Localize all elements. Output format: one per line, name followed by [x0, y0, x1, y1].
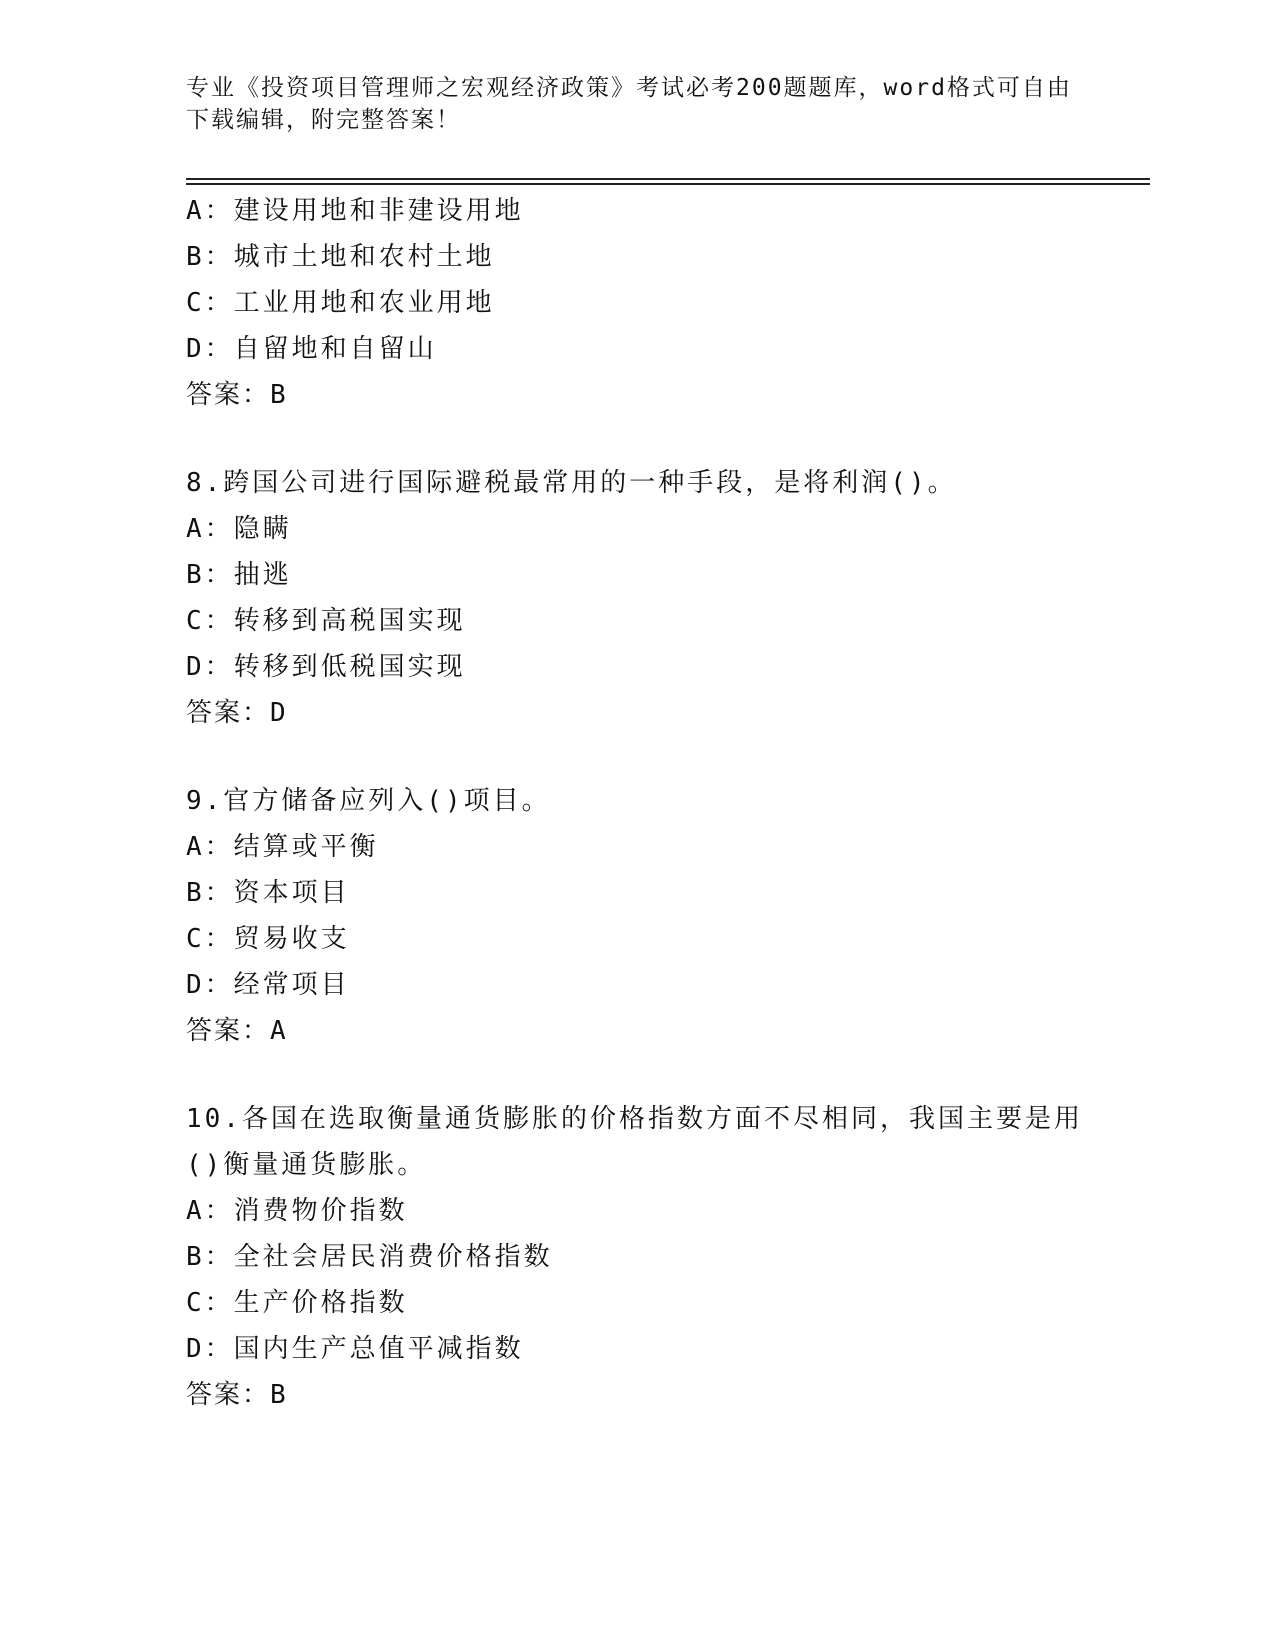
question-text-line-1: 10.各国在选取衡量通货膨胀的价格指数方面不尽相同，我国主要是用	[186, 1104, 1083, 1134]
answer: 答案：B	[186, 1380, 288, 1410]
option-d: D：自留地和自留山	[186, 334, 437, 364]
question-text: 8.跨国公司进行国际避税最常用的一种手段，是将利润()。	[186, 468, 957, 498]
option-b: B：城市土地和农村土地	[186, 242, 495, 272]
answer: 答案：D	[186, 698, 288, 728]
option-d: D：转移到低税国实现	[186, 652, 466, 682]
header-rule-top	[186, 178, 1150, 180]
question-10	[186, 1096, 1150, 1418]
question-9	[186, 778, 1150, 1054]
option-c: C：工业用地和农业用地	[186, 288, 495, 318]
option-b: B：全社会居民消费价格指数	[186, 1242, 553, 1272]
document-header	[186, 72, 1086, 136]
question-8	[186, 460, 1150, 736]
option-a: A：建设用地和非建设用地	[186, 196, 524, 226]
question-text: 9.官方储备应列入()项目。	[186, 786, 551, 816]
header-line-2: 下载编辑，附完整答案！	[186, 107, 461, 133]
question-text-line-2: ()衡量通货膨胀。	[186, 1150, 427, 1180]
option-d: D：经常项目	[186, 970, 350, 1000]
option-d: D：国内生产总值平减指数	[186, 1334, 524, 1364]
answer: 答案：B	[186, 380, 288, 410]
option-a: A：隐瞒	[186, 514, 292, 544]
answer: 答案：A	[186, 1016, 288, 1046]
option-a: A：结算或平衡	[186, 832, 379, 862]
option-a: A：消费物价指数	[186, 1196, 408, 1226]
header-rule-bottom	[186, 183, 1150, 185]
option-c: C：贸易收支	[186, 924, 350, 954]
question-7-continued	[186, 188, 1150, 418]
option-b: B：抽逃	[186, 560, 292, 590]
option-c: C：转移到高税国实现	[186, 606, 466, 636]
option-b: B：资本项目	[186, 878, 350, 908]
question-list	[186, 188, 1150, 1418]
option-c: C：生产价格指数	[186, 1288, 408, 1318]
header-line-1: 专业《投资项目管理师之宏观经济政策》考试必考200题题库，word格式可自由	[186, 75, 1072, 101]
